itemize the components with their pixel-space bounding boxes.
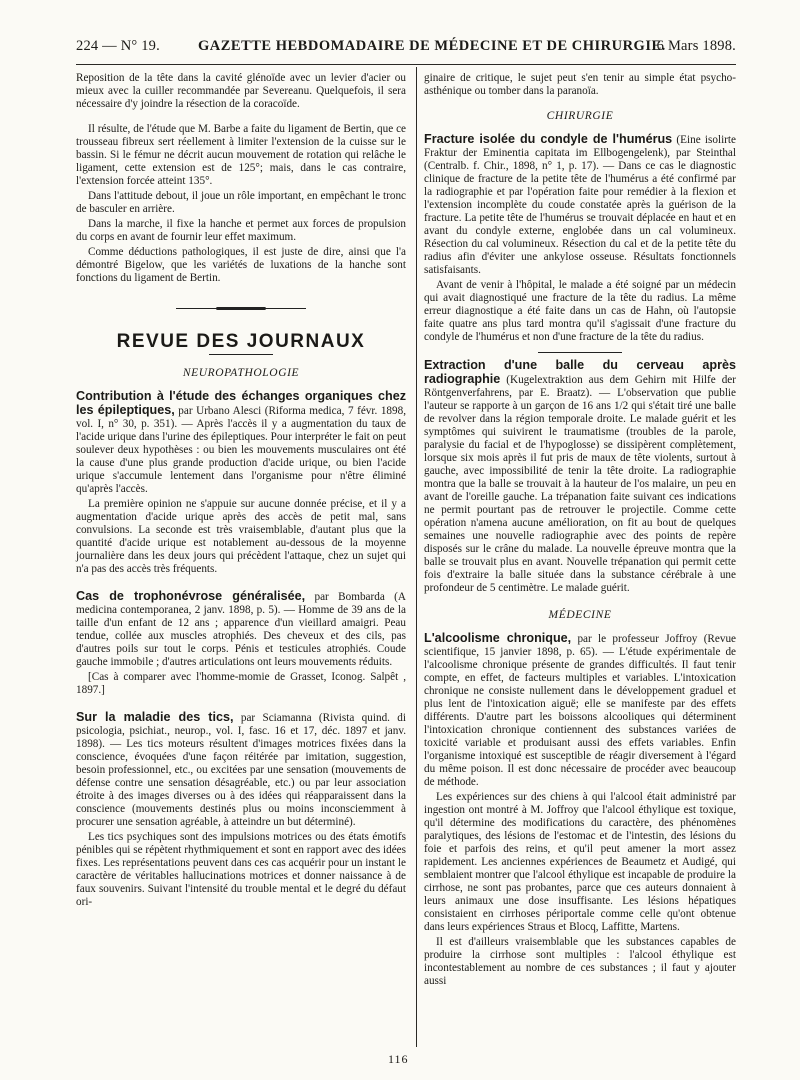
rubric-heading: MÉDECINE	[548, 609, 612, 621]
article-text: Homme de 39 ans de la taille d'un enfant de 12 ans ; apparence d'un vieillard amaigri. Peau tendue, collée aux muscles atrophiés. Des cheveux et des cils, pas d'autres poils sur tout le corps. Pénis et testicules atrophiés. Coude gauche immobile ; d'autres articulations ont leurs mouvements réduits.	[76, 604, 406, 668]
article-byline: par Bombarda (A medicina contemporanea, 2 janv. 1898, p. 5). —	[76, 591, 406, 616]
paragraph: Comme déductions pathologiques, il est juste de dire, ainsi que l'a démontré Bigelow, que les variétés de luxations de la hanche sont fonctions du ligament de Bertin.	[76, 246, 406, 284]
article-byline: par Urbano Alesci (Riforma medica, 7 févr. 1898, vol. I, n° 30, p. 351). —	[76, 405, 406, 430]
paragraph: Avant de venir à l'hôpital, le malade a été soigné par un médecin qui avait diagnostiqué une fracture de la tête du radius. La même erreur diagnostique a été faite dans un cas de Hahn, où l'autopsie faite quatre ans plus tard montra qu'il s'agissait d'une fracture du condyle de l'humérus et non d'une fracture de la tête du radius.	[424, 279, 736, 343]
article-lead	[76, 390, 406, 496]
article-rule	[538, 352, 622, 353]
article-text: Les tics moteurs résultent d'images motrices fixées dans la conscience, évoquées d'une façon réitérée par imitation, suggestion, besoin professionnel, etc., ou excitées par une sensation (mouvements de défense contre une sensation désagréable, etc.) ou par leur association étroite à des images diverses ou à des idées qui réapparaissent dans la conscience (mouvements destinés plus ou moins inconsciemment à procurer une sensation agréable, à atteindre un but déterminé).	[76, 738, 406, 828]
article-byline: (Eine isolirte Fraktur der Eminentia capitata im Ellbogengelenk), par Steinthal (Centralb. f. Chir., 1898, n° 1, p. 17). —	[424, 134, 736, 172]
folio-number: 116	[388, 1052, 409, 1066]
article	[76, 711, 406, 909]
paragraph: Il résulte, de l'étude que M. Barbe a faite du ligament de Bertin, que ce trousseau fibreux sert réellement à limiter l'extension de la cuisse sur le bassin. Si le fémur ne décrit aucun mouvement de rotation qui relâche le ligament, cette extension est de 125°; mais, dans le cas contraire, l'extension forcée atteint 135°.	[76, 123, 406, 187]
article-title: L'alcoolisme chronique,	[424, 631, 572, 645]
header-rule	[76, 64, 736, 65]
paragraph: Il est d'ailleurs vraisemblable que les substances capables de produire la cirrhose sont multiples : l'alcool éthylique est incontestablement au nombre de ces substances ; il faut y ajouter aussi	[424, 936, 736, 987]
paragraph: Dans la marche, il fixe la hanche et permet aux forces de propulsion du corps en avant de fournir leur effet maximum.	[76, 218, 406, 243]
article-byline: par le professeur Joffroy (Revue scientifique, 15 janvier 1898, p. 65). —	[424, 633, 736, 658]
paragraph: La première opinion ne s'appuie sur aucune donnée précise, et il y a augmentation d'acide urique après des accès de petit mal, sans convulsions. La seconde est très vraisemblable, d'autant plus que la quantité d'acide urique est notablement au-dessous de la moyenne journalière dans les deux jours qui précèdent l'attaque, chez un sujet qui n'a pas des accès très fréquents.	[76, 498, 406, 575]
column-divider	[416, 67, 417, 1047]
article-text: Après l'accès il y a augmentation du taux de l'acide urique dans l'urine des épileptiques. Pour interpréter le fait on peut soulever deux hypothèses : ou bien les mouvements musculaires ont été la cause d'une plus grande production d'acide urique, ou bien l'acide urique s'accumule lentement dans l'organisme pour n'être éliminé qu'après l'accès.	[76, 418, 406, 495]
article	[76, 590, 406, 697]
page-number: 224 — N° 19.	[76, 38, 160, 54]
article-text: Dans ce cas le diagnostic clinique de fracture de la petite tête de l'humérus a été confirmé par la radiographie et par l'opération faite pour remédier à la flexion et l'extension incomplète du coude constatée après la guérison de la fracture. La petite tête de l'humérus se trouvait déplacée en haut et en avant du condyle externe, englobée dans un cal volumineux. Résection du cal volumineux. Résection du cal et de la petite tête du radius afin d'éviter une ankylose osseuse. Résultats fonctionnels satisfaisants.	[424, 160, 736, 276]
rubric-heading: CHIRURGIE	[546, 110, 614, 122]
article-text: L'observation que publie l'auteur se rapporte à un garçon de 16 ans 1/2 qui s'était tiré une balle de revolver dans la région temporale droite. Le malade guérit et les symptômes qui suivirent le traumatisme (troubles de la parole, paralysie du facial et de l'hypoglosse) se dissipèrent complètement, lorsque six mois après il fut pris de maux de tête violents, surtout à gauche, avec impossibilité de tenir la tête droite. La radiographie montra que la balle se trouvait à la hauteur de l'os malaire, un peu en avant de l'oreille gauche. La trépanation faite suivant ces indications ne permit pourtant pas de retrouver le projectile. Comme cette opération n'amena aucune amélioration, on fit au bout de quelques semaines une nouvelle radiographie avec des points de repère disposés sur le crâne du malade. La nouvelle épreuve montra que la balle se trouvait plus en avant. Nouvelle trépanation qui permit cette fois d'extraire la balle située dans la substance cérébrale à une profondeur de 5 centimètre. Le malade guérit.	[424, 387, 736, 594]
article-title: Contribution à l'étude des échanges organiques chez les épileptiques,	[76, 389, 406, 417]
article	[76, 390, 406, 576]
article-lead	[76, 590, 406, 669]
article	[424, 133, 736, 344]
article	[424, 359, 736, 595]
article-lead	[424, 359, 736, 595]
right-column	[424, 72, 736, 990]
article-lead	[424, 632, 736, 789]
issue-date: 6 Mars 1898.	[656, 38, 736, 54]
rubric-heading: NEUROPATHOLOGIE	[182, 367, 300, 379]
article-byline: (Kugelextraktion aus dem Gehirn mit Hilfe der Röntgenverfahrens, par E. Braatz). —	[424, 374, 736, 399]
paragraph: Reposition de la tête dans la cavité glénoïde avec un levier d'acier ou mieux avec la cuiller recommandée par Severeanu. Quelquefois, il sera nécessaire d'y joindre la résection de la coracoïde.	[76, 72, 406, 110]
article-title: Fracture isolée du condyle de l'humérus	[424, 132, 673, 146]
article-byline: par Sciamanna (Rivista quind. di psicologia, psichiat., neurop., vol. I, fasc. 16 et 17, déc. 1897 et janv. 1898). —	[76, 712, 407, 750]
paragraph: Dans l'attitude debout, il joue un rôle important, en empêchant le tronc de basculer en arrière.	[76, 190, 406, 215]
paragraph: Les expériences sur des chiens à qui l'alcool était administré par ingestion ont montré à M. Joffroy que l'alcool éthylique est toxique, qu'il détermine des modifications du caractère, des phénomènes paralytiques, des lésions de l'estomac et de l'intestin, des lésions du foie et parfois des reins, et qu'il peut amener la mort assez rapidement. Les anciennes expériences de Beaumetz et Audigé, qui semblaient montrer que l'alcool éthylique est incapable de produire la cirrhose, ne sont pas probantes, parce que ces auteurs donnaient à leurs animaux une dose insuffisante. Les lésions hépatiques consistaient en cirrhoses périportale comme celle qu'ont obtenue dans leurs expériences Straus et Blocq, Laffitte, Martens.	[424, 791, 736, 933]
paragraph: ginaire de critique, le sujet peut s'en tenir au simple état psycho-asthénique ou tomber dans la paranoïa.	[424, 72, 736, 97]
article-title: Sur la maladie des tics,	[76, 710, 234, 724]
journal-title: GAZETTE HEBDOMADAIRE DE MÉDECINE ET DE CHIRURGIE.	[198, 38, 666, 54]
article-title: Extraction d'une balle du cerveau après radiographie	[424, 358, 736, 386]
running-header	[76, 38, 736, 60]
article-lead	[76, 711, 406, 829]
section-separator-ornament	[176, 307, 306, 311]
article-title: Cas de trophonévrose généralisée,	[76, 589, 306, 603]
section-heading: REVUE DES JOURNAUX	[116, 331, 366, 352]
article-text: L'étude expérimentale de l'alcoolisme chronique présente de grandes difficultés. Il faut tenir compte, en effet, de facteurs multiples et variables. L'intoxication chronique ne consiste nullement dans le développement graduel et plus lent de l'intoxication aiguë; elle se manifeste par des effets différents. D'autre part les boissons alcooliques qui déterminent l'intoxication chronique contiennent des substances variées de toxicité variable et produisant aussi des effets variables. Enfin l'organisme intoxiqué est susceptible de réagir diversement à l'égard du même poison. Il est donc nécessaire de procéder avec beaucoup de méthode.	[424, 646, 737, 788]
left-column	[76, 72, 406, 911]
article-lead	[424, 133, 736, 277]
heading-rule	[209, 354, 273, 355]
paragraph: [Cas à comparer avec l'homme-momie de Grasset, Iconog. Salpêt , 1897.]	[76, 671, 406, 696]
paragraph: Les tics psychiques sont des impulsions motrices ou des états émotifs pénibles qui se répètent rhythmiquement et sont en rapport avec des idées fixes. Les représentations peuvent dans ces cas acquérir pour un instant le caractère de véritables hallucinations motrices et donner naissance à de faux souvenirs. Suivant l'intensité du trouble mental et le degré du défaut ori-	[76, 831, 406, 908]
article	[424, 632, 736, 988]
